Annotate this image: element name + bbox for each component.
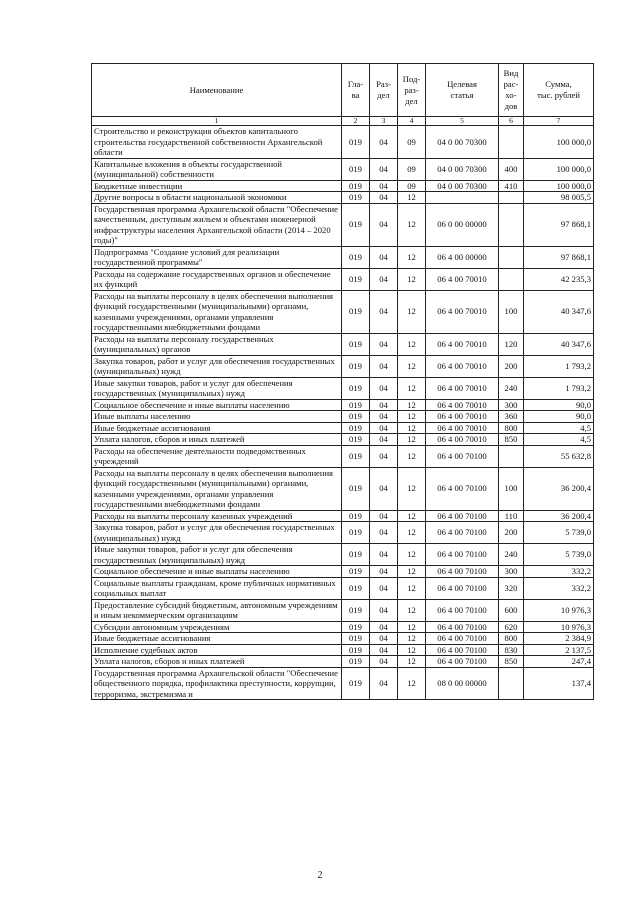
row-subsection: 12 xyxy=(398,644,426,656)
row-target-article: 08 0 00 00000 xyxy=(426,667,499,700)
row-target-article: 06 4 00 70010 xyxy=(426,399,499,411)
table-row xyxy=(92,467,594,510)
row-section: 04 xyxy=(370,599,398,621)
row-target-article: 06 4 00 70100 xyxy=(426,544,499,566)
row-section: 04 xyxy=(370,180,398,192)
table-row xyxy=(92,434,594,446)
row-subsection: 12 xyxy=(398,656,426,668)
row-subsection: 12 xyxy=(398,510,426,522)
row-amount: 1 793,2 xyxy=(524,355,594,377)
table-row xyxy=(92,192,594,204)
table-row xyxy=(92,411,594,423)
row-expense-type: 300 xyxy=(499,399,524,411)
row-name: Расходы на выплаты персоналу казенных учреждений xyxy=(92,510,342,522)
row-name: Иные выплаты населению xyxy=(92,411,342,423)
row-name: Расходы на выплаты персоналу в целях обеспечения выполнения функций государственными (муниципальными) органами, казенными учреждениями, органами управления государственными внебюджетными фондами xyxy=(92,290,342,333)
row-name: Предоставление субсидий бюджетным, автономным учреждениям и иным некоммерческим организациям xyxy=(92,599,342,621)
row-section: 04 xyxy=(370,544,398,566)
row-subsection: 12 xyxy=(398,411,426,423)
row-amount: 90,0 xyxy=(524,411,594,423)
row-chapter: 019 xyxy=(342,467,370,510)
row-chapter: 019 xyxy=(342,434,370,446)
row-expense-type xyxy=(499,268,524,290)
row-amount: 2 137,5 xyxy=(524,644,594,656)
row-subsection: 12 xyxy=(398,355,426,377)
row-amount: 36 200,4 xyxy=(524,510,594,522)
row-target-article: 06 4 00 70100 xyxy=(426,467,499,510)
table-row xyxy=(92,203,594,246)
table-row xyxy=(92,445,594,467)
row-section: 04 xyxy=(370,246,398,268)
table-row xyxy=(92,158,594,180)
row-expense-type: 320 xyxy=(499,577,524,599)
row-target-article: 06 4 00 70100 xyxy=(426,566,499,578)
page-number: 2 xyxy=(317,870,323,881)
row-section: 04 xyxy=(370,633,398,645)
table-row xyxy=(92,621,594,633)
row-subsection: 12 xyxy=(398,577,426,599)
row-subsection: 12 xyxy=(398,203,426,246)
row-chapter: 019 xyxy=(342,377,370,399)
row-amount: 5 739,0 xyxy=(524,544,594,566)
row-section: 04 xyxy=(370,355,398,377)
row-expense-type: 620 xyxy=(499,621,524,633)
row-name: Иные закупки товаров, работ и услуг для обеспечения государственных (муниципальных) нужд xyxy=(92,377,342,399)
column-number-row xyxy=(92,117,594,126)
row-target-article: 06 4 00 00000 xyxy=(426,246,499,268)
row-amount: 2 384,9 xyxy=(524,633,594,645)
row-chapter: 019 xyxy=(342,355,370,377)
budget-table xyxy=(91,63,594,700)
row-section: 04 xyxy=(370,510,398,522)
row-name: Расходы на содержание государственных органов и обеспечение их функций xyxy=(92,268,342,290)
row-subsection: 12 xyxy=(398,290,426,333)
row-name: Иные закупки товаров, работ и услуг для обеспечения государственных (муниципальных) нужд xyxy=(92,544,342,566)
row-amount: 100 000,0 xyxy=(524,180,594,192)
row-section: 04 xyxy=(370,290,398,333)
row-chapter: 019 xyxy=(342,411,370,423)
table-row xyxy=(92,656,594,668)
row-amount: 90,0 xyxy=(524,399,594,411)
row-chapter: 019 xyxy=(342,268,370,290)
row-name: Расходы на выплаты персоналу в целях обеспечения выполнения функций государственными (муниципальными) органами, казенными учреждениями, органами управления государственными внебюджетными фондами xyxy=(92,467,342,510)
row-name: Субсидии автономным учреждениям xyxy=(92,621,342,633)
row-amount: 10 976,3 xyxy=(524,621,594,633)
row-chapter: 019 xyxy=(342,621,370,633)
header-name: Наименование xyxy=(92,64,342,117)
row-section: 04 xyxy=(370,644,398,656)
row-amount: 4,5 xyxy=(524,422,594,434)
header-exptype: Вид рас- хо- дов xyxy=(499,64,524,117)
row-subsection: 12 xyxy=(398,399,426,411)
row-expense-type: 830 xyxy=(499,644,524,656)
row-amount: 100 000,0 xyxy=(524,126,594,159)
row-chapter: 019 xyxy=(342,203,370,246)
header-chapter: Гла- ва xyxy=(342,64,370,117)
row-chapter: 019 xyxy=(342,126,370,159)
row-target-article: 04 0 00 70300 xyxy=(426,158,499,180)
row-name: Иные бюджетные ассигнования xyxy=(92,422,342,434)
header-subsection: Под- раз- дел xyxy=(398,64,426,117)
row-section: 04 xyxy=(370,422,398,434)
table-body xyxy=(92,126,594,700)
row-name: Социальные выплаты гражданам, кроме публичных нормативных социальных выплат xyxy=(92,577,342,599)
row-subsection: 12 xyxy=(398,544,426,566)
row-section: 04 xyxy=(370,522,398,544)
row-target-article: 04 0 00 70300 xyxy=(426,180,499,192)
row-subsection: 12 xyxy=(398,522,426,544)
row-amount: 97 868,1 xyxy=(524,203,594,246)
table-row xyxy=(92,599,594,621)
row-target-article: 06 4 00 70100 xyxy=(426,644,499,656)
table-row xyxy=(92,667,594,700)
table-row xyxy=(92,422,594,434)
table-row xyxy=(92,644,594,656)
row-target-article: 06 4 00 70100 xyxy=(426,621,499,633)
row-amount: 55 632,8 xyxy=(524,445,594,467)
table-row xyxy=(92,399,594,411)
row-chapter: 019 xyxy=(342,522,370,544)
row-subsection: 09 xyxy=(398,126,426,159)
row-name: Социальное обеспечение и иные выплаты населению xyxy=(92,566,342,578)
row-expense-type: 110 xyxy=(499,510,524,522)
row-chapter: 019 xyxy=(342,422,370,434)
row-chapter: 019 xyxy=(342,399,370,411)
table-row xyxy=(92,333,594,355)
row-name: Государственная программа Архангельской области "Обеспечение качественным, доступным жильем и объектами инженерной инфраструктуры населения Архангельской области (2014 – 2020 годы)" xyxy=(92,203,342,246)
row-section: 04 xyxy=(370,399,398,411)
row-chapter: 019 xyxy=(342,333,370,355)
row-subsection: 12 xyxy=(398,377,426,399)
column-number: 1 xyxy=(92,117,342,126)
row-amount: 36 200,4 xyxy=(524,467,594,510)
table-row xyxy=(92,126,594,159)
column-number: 4 xyxy=(398,117,426,126)
row-subsection: 09 xyxy=(398,180,426,192)
header-section: Раз- дел xyxy=(370,64,398,117)
row-amount: 42 235,3 xyxy=(524,268,594,290)
row-expense-type: 400 xyxy=(499,158,524,180)
row-expense-type: 200 xyxy=(499,522,524,544)
row-chapter: 019 xyxy=(342,656,370,668)
row-section: 04 xyxy=(370,621,398,633)
row-name: Исполнение судебных актов xyxy=(92,644,342,656)
column-number: 3 xyxy=(370,117,398,126)
row-chapter: 019 xyxy=(342,445,370,467)
row-name: Закупка товаров, работ и услуг для обеспечения государственных (муниципальных) нужд xyxy=(92,355,342,377)
row-subsection: 12 xyxy=(398,621,426,633)
row-section: 04 xyxy=(370,656,398,668)
table-row xyxy=(92,544,594,566)
row-section: 04 xyxy=(370,192,398,204)
row-expense-type: 850 xyxy=(499,434,524,446)
table-row xyxy=(92,510,594,522)
table-row xyxy=(92,566,594,578)
row-section: 04 xyxy=(370,158,398,180)
header-sum: Сумма, тыс. рублей xyxy=(524,64,594,117)
row-amount: 10 976,3 xyxy=(524,599,594,621)
row-section: 04 xyxy=(370,566,398,578)
row-chapter: 019 xyxy=(342,246,370,268)
row-expense-type: 600 xyxy=(499,599,524,621)
row-expense-type xyxy=(499,445,524,467)
row-expense-type: 360 xyxy=(499,411,524,423)
row-expense-type xyxy=(499,203,524,246)
row-chapter: 019 xyxy=(342,599,370,621)
row-target-article: 06 4 00 70010 xyxy=(426,290,499,333)
row-amount: 4,5 xyxy=(524,434,594,446)
row-subsection: 12 xyxy=(398,566,426,578)
table-row xyxy=(92,577,594,599)
row-section: 04 xyxy=(370,411,398,423)
row-chapter: 019 xyxy=(342,180,370,192)
row-target-article xyxy=(426,192,499,204)
row-name: Подпрограмма "Создание условий для реализации государственной программы" xyxy=(92,246,342,268)
row-amount: 40 347,6 xyxy=(524,333,594,355)
row-expense-type xyxy=(499,126,524,159)
table-row xyxy=(92,355,594,377)
header-row xyxy=(92,64,594,117)
row-section: 04 xyxy=(370,434,398,446)
row-section: 04 xyxy=(370,377,398,399)
row-chapter: 019 xyxy=(342,644,370,656)
row-expense-type xyxy=(499,192,524,204)
row-subsection: 12 xyxy=(398,467,426,510)
row-expense-type: 100 xyxy=(499,290,524,333)
row-target-article: 04 0 00 70300 xyxy=(426,126,499,159)
row-chapter: 019 xyxy=(342,566,370,578)
row-expense-type: 200 xyxy=(499,355,524,377)
row-target-article: 06 4 00 70100 xyxy=(426,445,499,467)
row-amount: 332,2 xyxy=(524,577,594,599)
row-target-article: 06 4 00 70100 xyxy=(426,656,499,668)
row-expense-type: 850 xyxy=(499,656,524,668)
table-row xyxy=(92,290,594,333)
row-target-article: 06 4 00 70100 xyxy=(426,522,499,544)
row-target-article: 06 4 00 70010 xyxy=(426,333,499,355)
row-chapter: 019 xyxy=(342,158,370,180)
row-section: 04 xyxy=(370,467,398,510)
row-amount: 1 793,2 xyxy=(524,377,594,399)
row-section: 04 xyxy=(370,203,398,246)
header-target: Целевая статья xyxy=(426,64,499,117)
table-row xyxy=(92,633,594,645)
row-section: 04 xyxy=(370,268,398,290)
row-name: Расходы на обеспечение деятельности подведомственных учреждений xyxy=(92,445,342,467)
row-section: 04 xyxy=(370,333,398,355)
row-subsection: 09 xyxy=(398,158,426,180)
row-section: 04 xyxy=(370,126,398,159)
row-chapter: 019 xyxy=(342,667,370,700)
row-target-article: 06 4 00 70010 xyxy=(426,377,499,399)
row-section: 04 xyxy=(370,445,398,467)
row-expense-type: 800 xyxy=(499,633,524,645)
row-amount: 97 868,1 xyxy=(524,246,594,268)
row-target-article: 06 0 00 00000 xyxy=(426,203,499,246)
column-number: 6 xyxy=(499,117,524,126)
row-amount: 247,4 xyxy=(524,656,594,668)
row-target-article: 06 4 00 70100 xyxy=(426,599,499,621)
table-row xyxy=(92,268,594,290)
row-subsection: 12 xyxy=(398,445,426,467)
row-name: Бюджетные инвестиции xyxy=(92,180,342,192)
column-number: 2 xyxy=(342,117,370,126)
row-expense-type: 300 xyxy=(499,566,524,578)
row-subsection: 12 xyxy=(398,434,426,446)
row-chapter: 019 xyxy=(342,510,370,522)
row-target-article: 06 4 00 70010 xyxy=(426,355,499,377)
row-target-article: 06 4 00 70100 xyxy=(426,577,499,599)
row-amount: 40 347,6 xyxy=(524,290,594,333)
table-row xyxy=(92,246,594,268)
row-target-article: 06 4 00 70010 xyxy=(426,268,499,290)
row-name: Уплата налогов, сборов и иных платежей xyxy=(92,656,342,668)
row-target-article: 06 4 00 70010 xyxy=(426,411,499,423)
row-name: Строительство и реконструкция объектов капитального строительства государственной собственности Архангельской области xyxy=(92,126,342,159)
row-target-article: 06 4 00 70010 xyxy=(426,434,499,446)
row-name: Закупка товаров, работ и услуг для обеспечения государственных (муниципальных) нужд xyxy=(92,522,342,544)
row-expense-type: 120 xyxy=(499,333,524,355)
row-subsection: 12 xyxy=(398,268,426,290)
row-expense-type xyxy=(499,246,524,268)
row-name: Государственная программа Архангельской области "Обеспечение общественного порядка, профилактика преступности, коррупции, терроризма, экстремизма и xyxy=(92,667,342,700)
row-subsection: 12 xyxy=(398,422,426,434)
row-chapter: 019 xyxy=(342,290,370,333)
row-name: Уплата налогов, сборов и иных платежей xyxy=(92,434,342,446)
row-section: 04 xyxy=(370,577,398,599)
row-amount: 100 000,0 xyxy=(524,158,594,180)
row-target-article: 06 4 00 70010 xyxy=(426,422,499,434)
row-target-article: 06 4 00 70100 xyxy=(426,633,499,645)
table-row xyxy=(92,522,594,544)
row-chapter: 019 xyxy=(342,577,370,599)
row-section: 04 xyxy=(370,667,398,700)
row-chapter: 019 xyxy=(342,544,370,566)
row-subsection: 12 xyxy=(398,599,426,621)
row-expense-type: 800 xyxy=(499,422,524,434)
row-expense-type: 410 xyxy=(499,180,524,192)
row-subsection: 12 xyxy=(398,633,426,645)
row-name: Социальное обеспечение и иные выплаты населению xyxy=(92,399,342,411)
row-chapter: 019 xyxy=(342,633,370,645)
row-subsection: 12 xyxy=(398,192,426,204)
table-row xyxy=(92,377,594,399)
row-subsection: 12 xyxy=(398,667,426,700)
row-subsection: 12 xyxy=(398,333,426,355)
row-expense-type: 240 xyxy=(499,377,524,399)
row-amount: 98 005,5 xyxy=(524,192,594,204)
column-number: 5 xyxy=(426,117,499,126)
row-name: Иные бюджетные ассигнования xyxy=(92,633,342,645)
row-expense-type xyxy=(499,667,524,700)
row-subsection: 12 xyxy=(398,246,426,268)
row-expense-type: 100 xyxy=(499,467,524,510)
table-row xyxy=(92,180,594,192)
row-expense-type: 240 xyxy=(499,544,524,566)
row-amount: 5 739,0 xyxy=(524,522,594,544)
row-amount: 332,2 xyxy=(524,566,594,578)
row-name: Другие вопросы в области национальной экономики xyxy=(92,192,342,204)
row-name: Расходы на выплаты персоналу государственных (муниципальных) органов xyxy=(92,333,342,355)
row-amount: 137,4 xyxy=(524,667,594,700)
row-chapter: 019 xyxy=(342,192,370,204)
column-number: 7 xyxy=(524,117,594,126)
row-target-article: 06 4 00 70100 xyxy=(426,510,499,522)
row-name: Капитальные вложения в объекты государственной (муниципальной) собственности xyxy=(92,158,342,180)
